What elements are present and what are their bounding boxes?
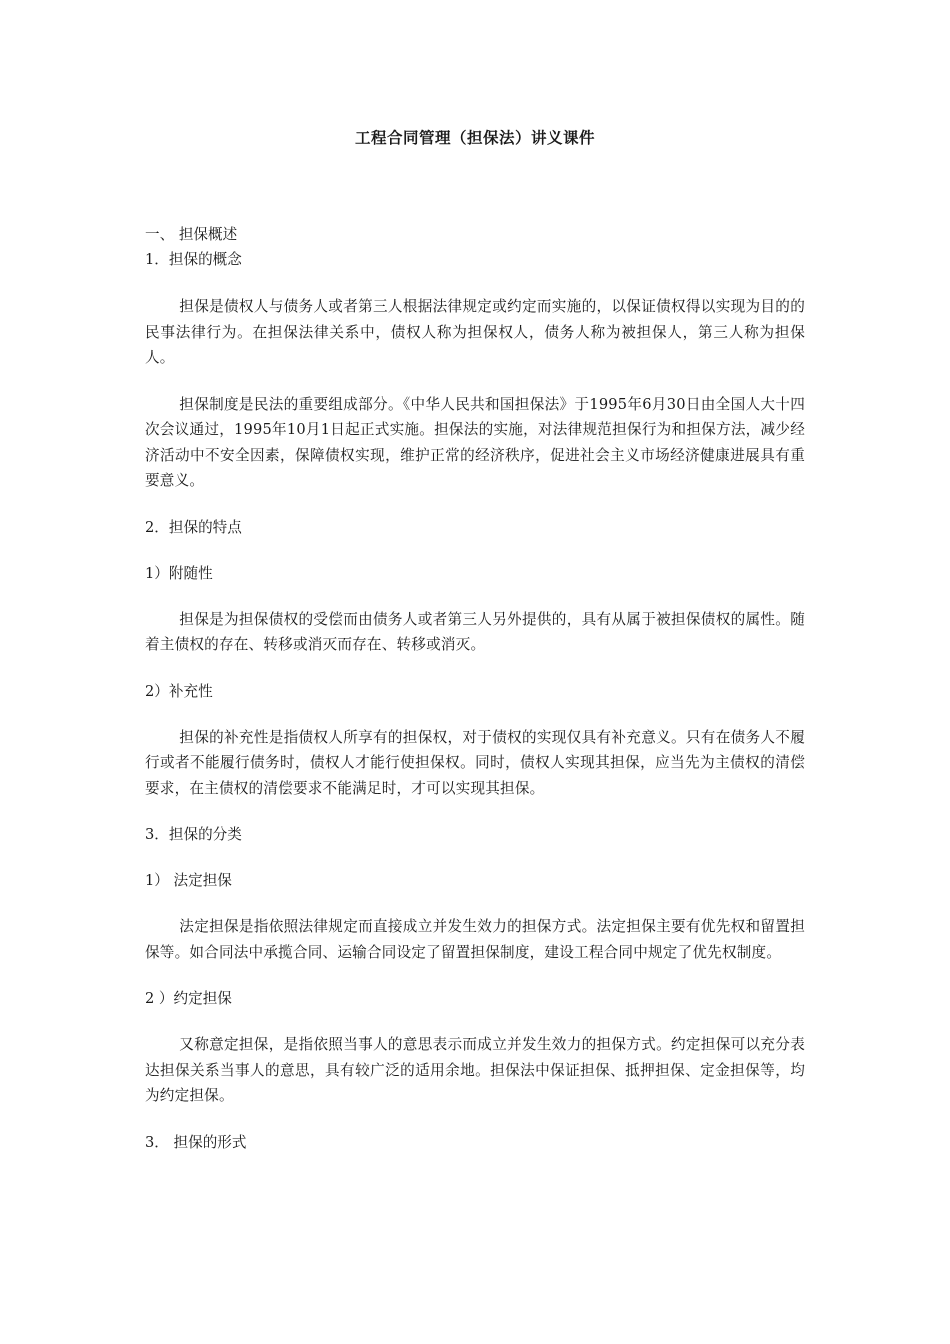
paragraph-statutory: 法定担保是指依照法律规定而直接成立并发生效力的担保方式。法定担保主要有优先权和留置担保等。如合同法中承揽合同、运输合同设定了留置担保制度，建设工程合同中规定了优先权制度。 xyxy=(145,918,805,961)
item-heading-statutory: 1） 法定担保 xyxy=(145,872,232,889)
paragraph-contractual: 又称意定担保，是指依照当事人的意思表示而成立并发生效力的担保方式。约定担保可以充分表达担保关系当事人的意思，具有较广泛的适用余地。担保法中保证担保、抵押担保、定金担保等，均为约定担保。 xyxy=(145,1036,805,1104)
subsection-heading-features: 2．担保的特点 xyxy=(145,518,242,536)
document-title: 工程合同管理（担保法）讲义课件 xyxy=(354,128,595,147)
subsection-heading-concept: 1．担保的概念 xyxy=(145,251,242,268)
paragraph-concept-definition: 担保是债权人与债务人或者第三人根据法律规定或约定而实施的，以保证债权得以实现为目的的民事法律行为。在担保法律关系中，债权人称为担保权人，债务人称为被担保人，第三人称为担保人。 xyxy=(145,298,805,366)
paragraph-supplementary: 担保的补充性是指债权人所享有的担保权，对于债权的实现仅具有补充意义。只有在债务人不履行或者不能履行债务时，债权人才能行使担保权。同时，债权人实现其担保，应当先为主债权的清偿要求，在主债权的清偿要求不能满足时，才可以实现其担保。 xyxy=(145,728,805,797)
subsection-heading-forms: 3． 担保的形式 xyxy=(145,1133,247,1151)
item-heading-contractual: 2 ）约定担保 xyxy=(145,990,232,1007)
section-heading-overview: 一、 担保概述 xyxy=(145,226,238,243)
subsection-heading-classification: 3．担保的分类 xyxy=(145,826,242,843)
item-heading-accessory: 1）附随性 xyxy=(145,564,213,582)
document-body xyxy=(145,222,805,1155)
paragraph-guarantee-law: 担保制度是民法的重要组成部分。《中华人民共和国担保法》于1995年6月30日由全国人大十四次会议通过，1995年10月1日起正式实施。担保法的实施，对法律规范担保行为和担保方法，减少经济活动中不安全因素，保障债权实现，维护正常的经济秩序，促进社会主义市场经济健康进展具有重要意义。 xyxy=(145,395,805,489)
paragraph-accessory: 担保是为担保债权的受偿而由债务人或者第三人另外提供的，具有从属于被担保债权的属性。随着主债权的存在、转移或消灭而存在、转移或消灭。 xyxy=(145,610,805,653)
item-heading-supplementary: 2）补充性 xyxy=(145,682,213,700)
